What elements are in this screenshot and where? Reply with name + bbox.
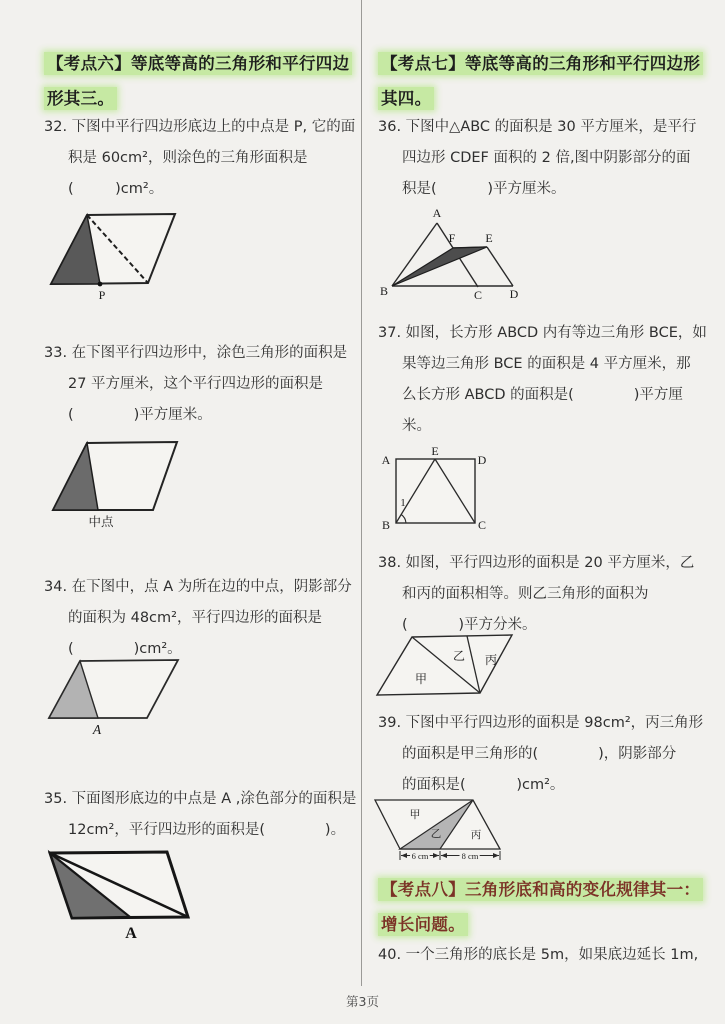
problem-39-line-2: 的面积是甲三角形的( )，阴影部分 (402, 746, 677, 762)
problem-40 (378, 940, 702, 971)
problem-33-line-3: ( )平方厘米。 (68, 407, 212, 423)
problem-36-line-2: 四边形 CDEF 面积的 2 倍,图中阴影部分的面 (402, 150, 691, 166)
page-number: 第3页 (346, 994, 379, 1009)
section-heading-8 (378, 872, 702, 942)
fig38-label-yi: 乙 (452, 649, 466, 663)
problem-39-line-3: 的面积是( )cm²。 (402, 777, 565, 793)
problem-33 (44, 338, 356, 431)
fig36-label-f: F (448, 231, 456, 245)
figure-35-svg (44, 842, 244, 952)
figure-37 (378, 444, 508, 539)
problem-36 (378, 112, 702, 205)
fig36-side-de (487, 247, 513, 286)
problem-39-line-1: 39. 下图中平行四边形的面积是 98cm²，丙三角形 (378, 715, 704, 731)
problem-37-line-3: 么长方形 ABCD 的面积是( )平方厘 (402, 387, 683, 403)
problem-32-line-2: 积是 60cm²，则涂色的三角形面积是 (68, 150, 308, 166)
fig39-label-bing: 丙 (470, 829, 482, 841)
problem-36-line-3: 积是( )平方厘米。 (402, 181, 566, 197)
problem-37 (378, 318, 707, 442)
problem-34-line-3: ( )cm²。 (68, 641, 182, 657)
problem-34-line-2: 的面积为 48cm²，平行四边形的面积是 (68, 610, 322, 626)
fig36-label-e: E (485, 231, 493, 245)
figure-38 (372, 628, 522, 708)
fig34-label-a: A (92, 722, 102, 737)
problem-32-line-1: 32. 下图中平行四边形底边上的中点是 P, 它的面 (44, 119, 356, 135)
fig32-label-p: P (98, 288, 106, 302)
problem-38-line-2: 和丙的面积相等。则乙三角形的面积为 (402, 586, 649, 602)
section-heading-8-text: 【考点八】三角形底和高的变化规律其一：增长问题。 (378, 878, 703, 936)
fig38-label-bing: 丙 (484, 653, 498, 667)
problem-37-line-4: 米。 (402, 418, 431, 434)
fig37-label-b: B (381, 518, 391, 532)
problem-38-line-1: 38. 如图，平行四边形的面积是 20 平方厘米，乙 (378, 555, 695, 571)
fig37-rectangle-abcd (396, 459, 475, 523)
figure-37-svg (378, 444, 508, 539)
figure-33 (44, 432, 214, 532)
fig39-arrowhead-1 (401, 853, 407, 858)
fig37-label-angle1: 1 (400, 497, 406, 509)
figure-34 (44, 646, 214, 741)
fig39-label-yi: 乙 (430, 828, 442, 840)
problem-37-line-2: 果等边三角形 BCE 的面积是 4 平方厘米，那 (402, 356, 691, 372)
problem-35-line-2: 12cm²，平行四边形的面积是( )。 (68, 822, 346, 838)
problem-34-line-1: 34. 在下图中，点 A 为所在边的中点，阴影部分 (44, 579, 352, 595)
problem-36-line-1: 36. 下图中△ABC 的面积是 30 平方厘米，是平行 (378, 119, 697, 135)
section-heading-7-text: 【考点七】等底等高的三角形和平行四边形其四。 (378, 52, 703, 110)
figure-36-svg (375, 205, 535, 305)
fig37-label-a: A (381, 453, 391, 467)
fig39-arrowhead-2 (433, 853, 439, 858)
fig35-label-a: A (125, 925, 137, 942)
problem-33-line-2: 27 平方厘米，这个平行四边形的面积是 (68, 376, 324, 392)
problem-40-line-1: 40. 一个三角形的底长是 5m，如果底边延长 1m, (378, 947, 699, 963)
fig36-label-b: B (379, 284, 389, 298)
problem-33-line-1: 33. 在下图平行四边形中，涂色三角形的面积是 (44, 345, 348, 361)
problem-38-line-3: ( )平方分米。 (402, 617, 537, 633)
fig33-label-midpoint: 中点 (88, 514, 114, 529)
fig39-dim-label-right: 8 cm (461, 851, 479, 861)
problem-32 (44, 112, 356, 205)
problem-35 (44, 784, 356, 846)
fig32-point-p-dot (98, 282, 103, 287)
fig39-dim-label-left: 6 cm (411, 851, 429, 861)
figure-39-svg (368, 792, 518, 870)
figure-34-svg (44, 646, 214, 741)
column-divider (361, 0, 362, 986)
fig37-label-d: D (477, 453, 487, 467)
figure-35 (44, 842, 244, 952)
fig37-label-c: C (477, 518, 487, 532)
fig36-label-c: C (473, 288, 483, 302)
figure-36 (375, 205, 535, 305)
problem-37-line-1: 37. 如图，长方形 ABCD 内有等边三角形 BCE，如 (378, 325, 707, 341)
fig37-label-e: E (431, 444, 439, 458)
fig36-label-a: A (432, 206, 442, 220)
problem-39 (378, 708, 702, 801)
figure-32-svg (44, 200, 214, 308)
section-heading-6 (44, 46, 356, 116)
figure-38-svg (372, 628, 522, 708)
section-heading-6-text: 【考点六】等底等高的三角形和平行四边形其三。 (44, 52, 352, 110)
fig39-arrowhead-4 (493, 853, 499, 858)
section-heading-7 (378, 46, 702, 116)
fig39-label-jia: 甲 (409, 808, 421, 821)
fig39-arrowhead-3 (441, 853, 447, 858)
problem-35-line-1: 35. 下面图形底边的中点是 A ,涂色部分的面积是 (44, 791, 357, 807)
fig38-label-jia: 甲 (414, 672, 428, 686)
figure-32 (44, 200, 214, 308)
fig36-label-d: D (509, 287, 519, 301)
figure-33-svg (44, 432, 214, 532)
problem-32-line-3: ( )cm²。 (68, 181, 164, 197)
figure-39 (368, 792, 518, 870)
